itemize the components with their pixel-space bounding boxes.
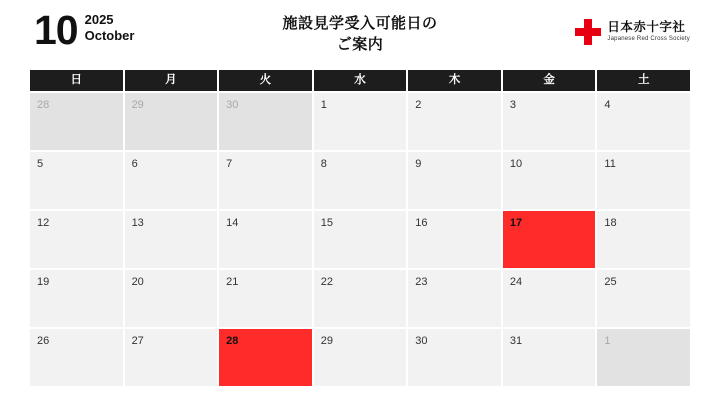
- calendar-day-available[interactable]: [503, 211, 596, 268]
- calendar-day-number: 21: [226, 276, 239, 288]
- calendar-day-number: 19: [37, 276, 50, 288]
- calendar-day-number: 25: [604, 276, 617, 288]
- calendar-day[interactable]: [408, 270, 501, 327]
- calendar-day-number: 17: [509, 217, 523, 229]
- calendar-day[interactable]: [219, 93, 312, 150]
- calendar-day-number: 3: [509, 99, 516, 111]
- calendar-day-number: 30: [226, 99, 239, 111]
- calendar-day-number: 4: [604, 99, 611, 111]
- calendar-day-number: 10: [509, 158, 523, 170]
- weekday-header-sun: 日: [30, 70, 123, 91]
- calendar-day[interactable]: [597, 152, 690, 209]
- calendar-day[interactable]: [219, 152, 312, 209]
- calendar-day-number: 11: [604, 158, 616, 170]
- calendar-day-number: 7: [226, 158, 233, 170]
- calendar-day-number: 28: [37, 99, 50, 111]
- calendar-day[interactable]: [408, 329, 501, 386]
- calendar-day-number: 30: [415, 335, 428, 347]
- calendar-day[interactable]: [30, 93, 123, 150]
- calendar-week-row: [30, 152, 690, 209]
- calendar-day-number: 27: [131, 335, 144, 347]
- month-name-label: October: [84, 28, 135, 44]
- calendar-day-number: 2: [415, 99, 422, 111]
- weekday-header-tue: 火: [219, 70, 312, 91]
- calendar-day[interactable]: [125, 329, 218, 386]
- calendar-week-row: [30, 93, 690, 150]
- calendar-day-number: 16: [415, 217, 428, 229]
- calendar-day-number: 5: [37, 158, 44, 170]
- calendar-day[interactable]: [503, 329, 596, 386]
- logo-text: [607, 20, 690, 43]
- calendar-day[interactable]: [30, 270, 123, 327]
- calendar-day[interactable]: [125, 93, 218, 150]
- calendar-day[interactable]: [503, 93, 596, 150]
- calendar-day-number: 22: [320, 276, 333, 288]
- calendar-day-available[interactable]: [219, 329, 312, 386]
- calendar-day-number: 20: [131, 276, 144, 288]
- month-meta: [85, 10, 135, 45]
- calendar-day[interactable]: [125, 270, 218, 327]
- calendar-day-number: 29: [131, 99, 144, 111]
- calendar-day[interactable]: [30, 329, 123, 386]
- red-cross-icon: [575, 19, 601, 45]
- weekday-header-mon: 月: [125, 70, 218, 91]
- calendar-day-number: 8: [320, 158, 327, 170]
- page-header: [0, 0, 720, 66]
- calendar-day[interactable]: [503, 270, 596, 327]
- calendar-day[interactable]: [408, 211, 501, 268]
- calendar-day-number: 26: [37, 335, 50, 347]
- calendar-day[interactable]: [597, 329, 690, 386]
- organization-logo: [575, 19, 690, 45]
- calendar-day-number: 31: [509, 335, 523, 347]
- weekday-header-sat: 土: [597, 70, 690, 91]
- calendar-day[interactable]: [503, 152, 596, 209]
- month-heading: [34, 7, 135, 53]
- page-title-line1: 施設見学受入可能日の: [282, 15, 438, 32]
- calendar-week-row: [30, 329, 690, 386]
- calendar-week-row: [30, 270, 690, 327]
- calendar-day-number: 9: [415, 158, 422, 170]
- calendar-day-number: 15: [320, 217, 333, 229]
- weekday-header-fri: 金: [503, 70, 596, 91]
- calendar-week-row: [30, 211, 690, 268]
- calendar-day[interactable]: [597, 211, 690, 268]
- calendar-day-number: 1: [604, 335, 611, 347]
- calendar-day-number: 12: [37, 217, 50, 229]
- calendar-day[interactable]: [408, 152, 501, 209]
- calendar-day[interactable]: [314, 93, 407, 150]
- calendar-grid: [30, 70, 690, 386]
- calendar-day[interactable]: [219, 211, 312, 268]
- weekday-header-row: [30, 70, 690, 91]
- logo-name-en: Japanese Red Cross Society: [607, 36, 690, 43]
- weekday-header-wed: 水: [314, 70, 407, 91]
- calendar-day[interactable]: [314, 270, 407, 327]
- calendar-day-number: 23: [415, 276, 428, 288]
- calendar-day-number: 24: [509, 276, 523, 288]
- calendar-day[interactable]: [597, 270, 690, 327]
- calendar-day-number: 18: [604, 217, 617, 229]
- calendar-day[interactable]: [125, 211, 218, 268]
- calendar-weeks: [30, 93, 690, 386]
- calendar-day-number: 28: [226, 335, 239, 347]
- page-title-line2: ご案内: [336, 36, 384, 53]
- calendar-day-number: 14: [226, 217, 239, 229]
- logo-name-jp: 日本赤十字社: [607, 20, 686, 35]
- calendar-day[interactable]: [219, 270, 312, 327]
- month-number: 10: [34, 7, 78, 53]
- weekday-header-thu: 木: [408, 70, 501, 91]
- calendar-day-number: 6: [131, 158, 138, 170]
- calendar-day-number: 13: [131, 217, 144, 229]
- calendar-day[interactable]: [408, 93, 501, 150]
- calendar-day-number: 1: [320, 99, 327, 111]
- calendar-day[interactable]: [30, 152, 123, 209]
- calendar-day[interactable]: [314, 152, 407, 209]
- calendar-day[interactable]: [30, 211, 123, 268]
- calendar-day[interactable]: [125, 152, 218, 209]
- calendar-day[interactable]: [314, 211, 407, 268]
- calendar-day[interactable]: [597, 93, 690, 150]
- year-label: 2025: [84, 12, 114, 27]
- calendar-day[interactable]: [314, 329, 407, 386]
- calendar-day-number: 29: [320, 335, 333, 347]
